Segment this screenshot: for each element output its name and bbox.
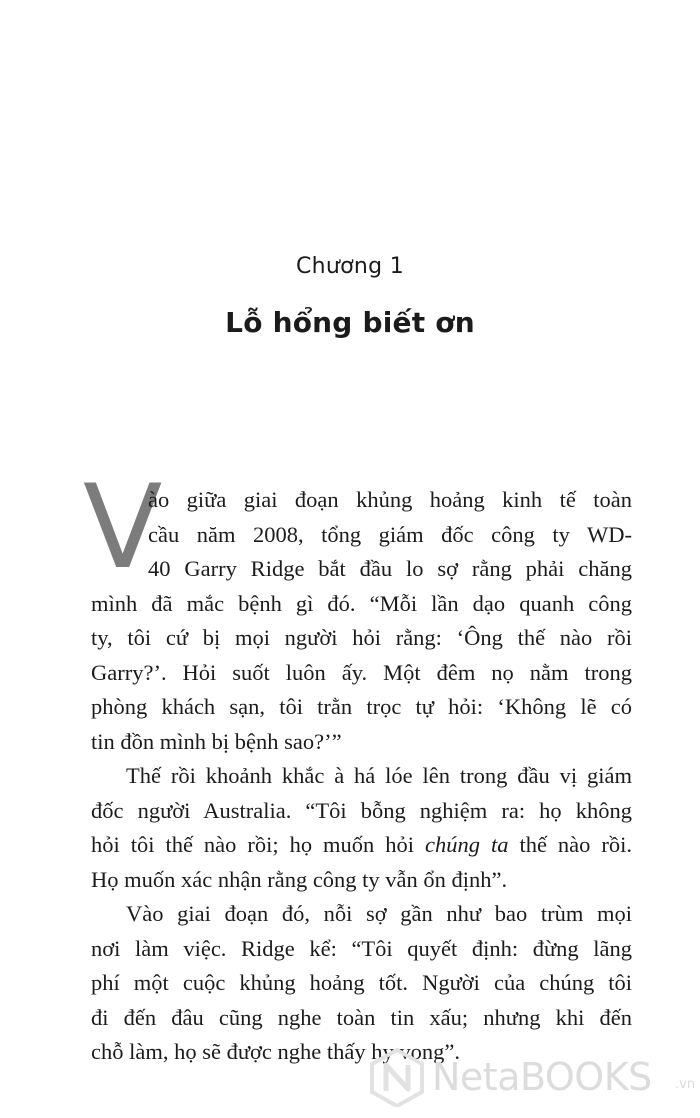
- text-segment: thế nào rồi.: [508, 832, 632, 857]
- text-line: [91, 863, 507, 898]
- text-segment: hỏi tôi thế nào rồi; họ muốn hỏi: [91, 832, 426, 857]
- text-line: [91, 1001, 632, 1036]
- emphasis-text: chúng ta: [425, 832, 509, 857]
- text-line: [91, 587, 632, 622]
- text-segment: Thế rồi khoảnh khắc à há lóe lên trong đầu vị giám: [126, 763, 632, 788]
- watermark-brand: NetaBOOKS: [432, 1055, 652, 1099]
- text-segment: Vào giai đoạn đó, nỗi sợ gần như bao trùm mọi: [126, 901, 632, 926]
- text-line: [91, 725, 342, 760]
- text-segment: đốc người Australia. “Tôi bỗng nghiệm ra: họ không: [91, 797, 632, 823]
- text-segment: đi đến đâu cũng nghe toàn tin xấu; nhưng khi đến: [91, 1004, 632, 1030]
- text-segment: Garry?’. Hỏi suốt luôn ấy. Một đêm nọ nằm trong: [91, 659, 632, 685]
- text-segment: phí một cuộc khủng hoảng tốt. Người của chúng tôi: [91, 970, 632, 995]
- text-line: [91, 966, 632, 1001]
- chapter-title: Lỗ hổng biết ơn: [225, 306, 475, 339]
- text-line: [148, 552, 632, 587]
- text-segment: phòng khách sạn, tôi trằn trọc tự hỏi: ‘Không lẽ có: [91, 694, 632, 719]
- watermark-tld: .vn: [675, 1077, 696, 1092]
- text-line: [91, 656, 632, 691]
- text-segment: ào giữa giai đoạn khủng hoảng kinh tế toàn: [148, 487, 632, 512]
- watermark: [368, 1047, 696, 1107]
- chapter-label: Chương 1: [295, 254, 404, 279]
- text-segment: 40 Garry Ridge bắt đầu lo sợ rằng phải chăng: [148, 556, 632, 581]
- text-line: [91, 621, 632, 656]
- drop-cap: V: [83, 460, 163, 595]
- text-line: [126, 897, 632, 932]
- text-segment: ty, tôi cứ bị mọi người hỏi rằng: ‘Ông thế nào rồi: [91, 625, 632, 650]
- text-line: [91, 690, 632, 725]
- text-line: [91, 828, 632, 863]
- text-segment: cầu năm 2008, tổng giám đốc công ty WD-: [148, 521, 632, 547]
- text-line: [91, 932, 632, 967]
- text-line: [91, 794, 632, 829]
- text-line: [148, 483, 632, 518]
- text-segment: mình đã mắc bệnh gì đó. “Mỗi lần dạo quanh công: [91, 590, 632, 616]
- neta-logo-icon: [368, 1047, 426, 1107]
- text-line: [148, 518, 632, 553]
- text-segment: nơi làm việc. Ridge kể: “Tôi quyết định: đừng lãng: [91, 935, 632, 961]
- text-line: [126, 759, 632, 794]
- text-segment: Họ muốn xác nhận rằng công ty vẫn ổn định”.: [91, 866, 508, 892]
- text-segment: tin đồn mình bị bệnh sao?’”: [91, 728, 342, 754]
- text-segment: chỗ làm, họ sẽ được nghe thấy hy vọng”.: [91, 1039, 461, 1064]
